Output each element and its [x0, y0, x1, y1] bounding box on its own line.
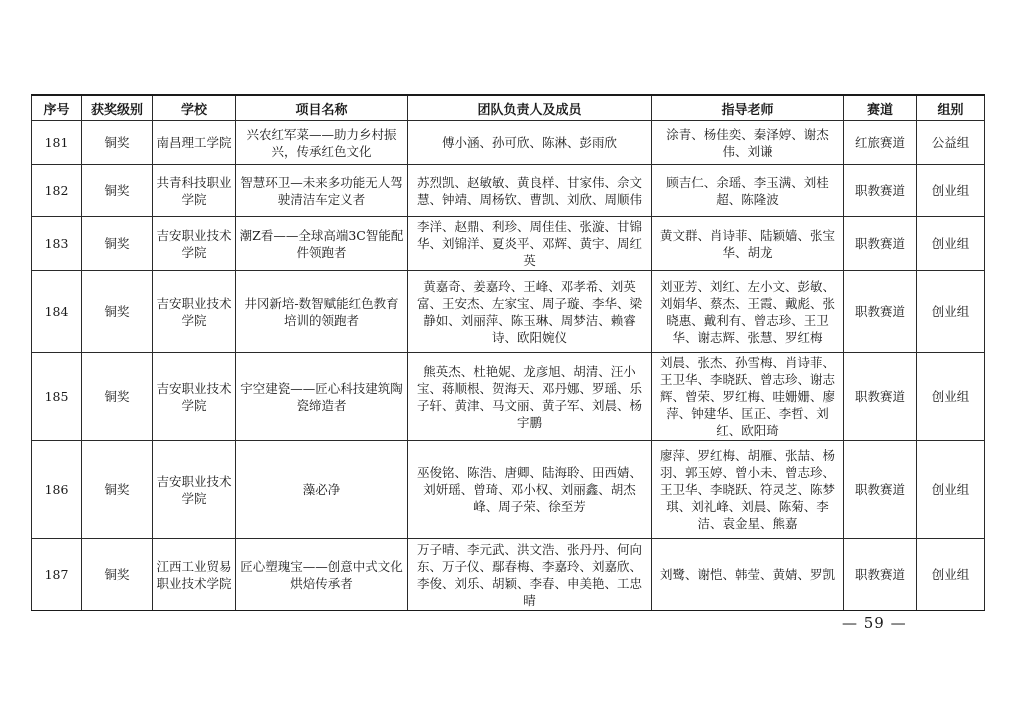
cell-group: 创业组 [917, 165, 985, 217]
table-row [32, 539, 985, 611]
cell-level: 铜奖 [82, 121, 153, 165]
header-level: 获奖级别 [82, 95, 153, 121]
table-row [32, 121, 985, 165]
cell-project: 宇空建瓷——匠心科技建筑陶瓷缔造者 [236, 353, 408, 441]
cell-level: 铜奖 [82, 271, 153, 353]
table-row [32, 271, 985, 353]
cell-advisors: 刘晨、张杰、孙雪梅、肖诗菲、王卫华、李晓跃、曾志珍、谢志辉、曾荣、罗红梅、哇姗姗、廖萍、钟建华、匡正、李哲、刘红、欧阳琦 [652, 353, 844, 441]
table-row [32, 217, 985, 271]
cell-group: 创业组 [917, 217, 985, 271]
cell-school: 共青科技职业学院 [153, 165, 236, 217]
cell-group: 公益组 [917, 121, 985, 165]
cell-team: 傅小涵、孙可欣、陈淋、彭雨欣 [408, 121, 652, 165]
cell-no: 182 [32, 165, 82, 217]
cell-track: 职教赛道 [844, 539, 917, 611]
cell-project: 匠心塑瑰宝——创意中式文化烘焙传承者 [236, 539, 408, 611]
cell-no: 185 [32, 353, 82, 441]
cell-level: 铜奖 [82, 539, 153, 611]
header-team: 团队负责人及成员 [408, 95, 652, 121]
cell-no: 187 [32, 539, 82, 611]
cell-team: 巫俊铭、陈浩、唐卿、陆海聆、田西婧、刘妍瑶、曾琦、邓小权、刘丽鑫、胡杰峰、周子荣、徐至芳 [408, 441, 652, 539]
cell-track: 职教赛道 [844, 353, 917, 441]
cell-school: 南昌理工学院 [153, 121, 236, 165]
cell-advisors: 廖萍、罗红梅、胡雁、张喆、杨羽、郭玉婷、曾小未、曾志珍、王卫华、李晓跃、符灵芝、陈梦琪、刘礼峰、刘晨、陈菊、李洁、袁金星、熊嘉 [652, 441, 844, 539]
cell-level: 铜奖 [82, 165, 153, 217]
cell-no: 183 [32, 217, 82, 271]
cell-track: 职教赛道 [844, 441, 917, 539]
cell-track: 职教赛道 [844, 271, 917, 353]
table-header-row [32, 95, 985, 121]
cell-project: 兴农红军菜——助力乡村振兴，传承红色文化 [236, 121, 408, 165]
cell-project: 智慧环卫—未来多功能无人驾驶清洁车定义者 [236, 165, 408, 217]
cell-advisors: 刘鹭、谢恺、韩莹、黄婧、罗凯 [652, 539, 844, 611]
cell-group: 创业组 [917, 441, 985, 539]
cell-team: 李洋、赵鼎、利珍、周佳佳、张漩、甘锦华、刘锦洋、夏炎平、邓辉、黄宇、周红英 [408, 217, 652, 271]
header-project: 项目名称 [236, 95, 408, 121]
cell-advisors: 涂青、杨佳奕、秦泽婷、谢杰伟、刘谦 [652, 121, 844, 165]
cell-school: 江西工业贸易职业技术学院 [153, 539, 236, 611]
cell-no: 184 [32, 271, 82, 353]
cell-track: 职教赛道 [844, 165, 917, 217]
cell-project: 井冈新培-数智赋能红色教育培训的领跑者 [236, 271, 408, 353]
cell-advisors: 黄文群、肖诗菲、陆颖嫱、张宝华、胡龙 [652, 217, 844, 271]
cell-group: 创业组 [917, 271, 985, 353]
cell-team: 熊英杰、杜艳妮、龙彦旭、胡清、汪小宝、蒋顺根、贺海天、邓丹娜、罗瑶、乐子轩、黄津、马文丽、黄子军、刘晨、杨宇鹏 [408, 353, 652, 441]
cell-level: 铜奖 [82, 353, 153, 441]
cell-level: 铜奖 [82, 441, 153, 539]
cell-advisors: 顾吉仁、余瑶、李玉满、刘桂超、陈隆波 [652, 165, 844, 217]
cell-no: 181 [32, 121, 82, 165]
cell-school: 吉安职业技术学院 [153, 271, 236, 353]
header-advisors: 指导老师 [652, 95, 844, 121]
header-no: 序号 [32, 95, 82, 121]
cell-team: 黄嘉奇、姜嘉玲、王峰、邓孝希、刘英富、王安杰、左家宝、周子璇、李华、梁静如、刘丽萍、陈玉琳、周梦洁、赖睿诗、欧阳婉仪 [408, 271, 652, 353]
header-track: 赛道 [844, 95, 917, 121]
cell-track: 红旅赛道 [844, 121, 917, 165]
cell-project: 潮Z看——全球高端3C智能配件领跑者 [236, 217, 408, 271]
cell-no: 186 [32, 441, 82, 539]
cell-advisors: 刘亚芳、刘红、左小文、彭敏、刘娟华、蔡杰、王霞、戴彪、张晓惠、戴利有、曾志珍、王卫华、谢志辉、张慧、罗红梅 [652, 271, 844, 353]
table-row [32, 353, 985, 441]
table-row [32, 441, 985, 539]
cell-group: 创业组 [917, 539, 985, 611]
cell-group: 创业组 [917, 353, 985, 441]
page-number: — 59 — [842, 614, 907, 632]
table-row [32, 165, 985, 217]
cell-school: 吉安职业技术学院 [153, 353, 236, 441]
header-school: 学校 [153, 95, 236, 121]
cell-school: 吉安职业技术学院 [153, 217, 236, 271]
cell-school: 吉安职业技术学院 [153, 441, 236, 539]
award-table [31, 94, 985, 611]
cell-team: 万子晴、李元武、洪文浩、张丹丹、何向东、万子仪、鄢春梅、李嘉玲、刘嘉欣、李俊、刘乐、胡颖、李春、申美艳、工忠晴 [408, 539, 652, 611]
cell-level: 铜奖 [82, 217, 153, 271]
header-group: 组别 [917, 95, 985, 121]
cell-track: 职教赛道 [844, 217, 917, 271]
cell-project: 藻必净 [236, 441, 408, 539]
cell-team: 苏烈凯、赵敏敏、黄良样、甘家伟、佘文慧、钟靖、周杨钦、曹凯、刘欣、周顺伟 [408, 165, 652, 217]
